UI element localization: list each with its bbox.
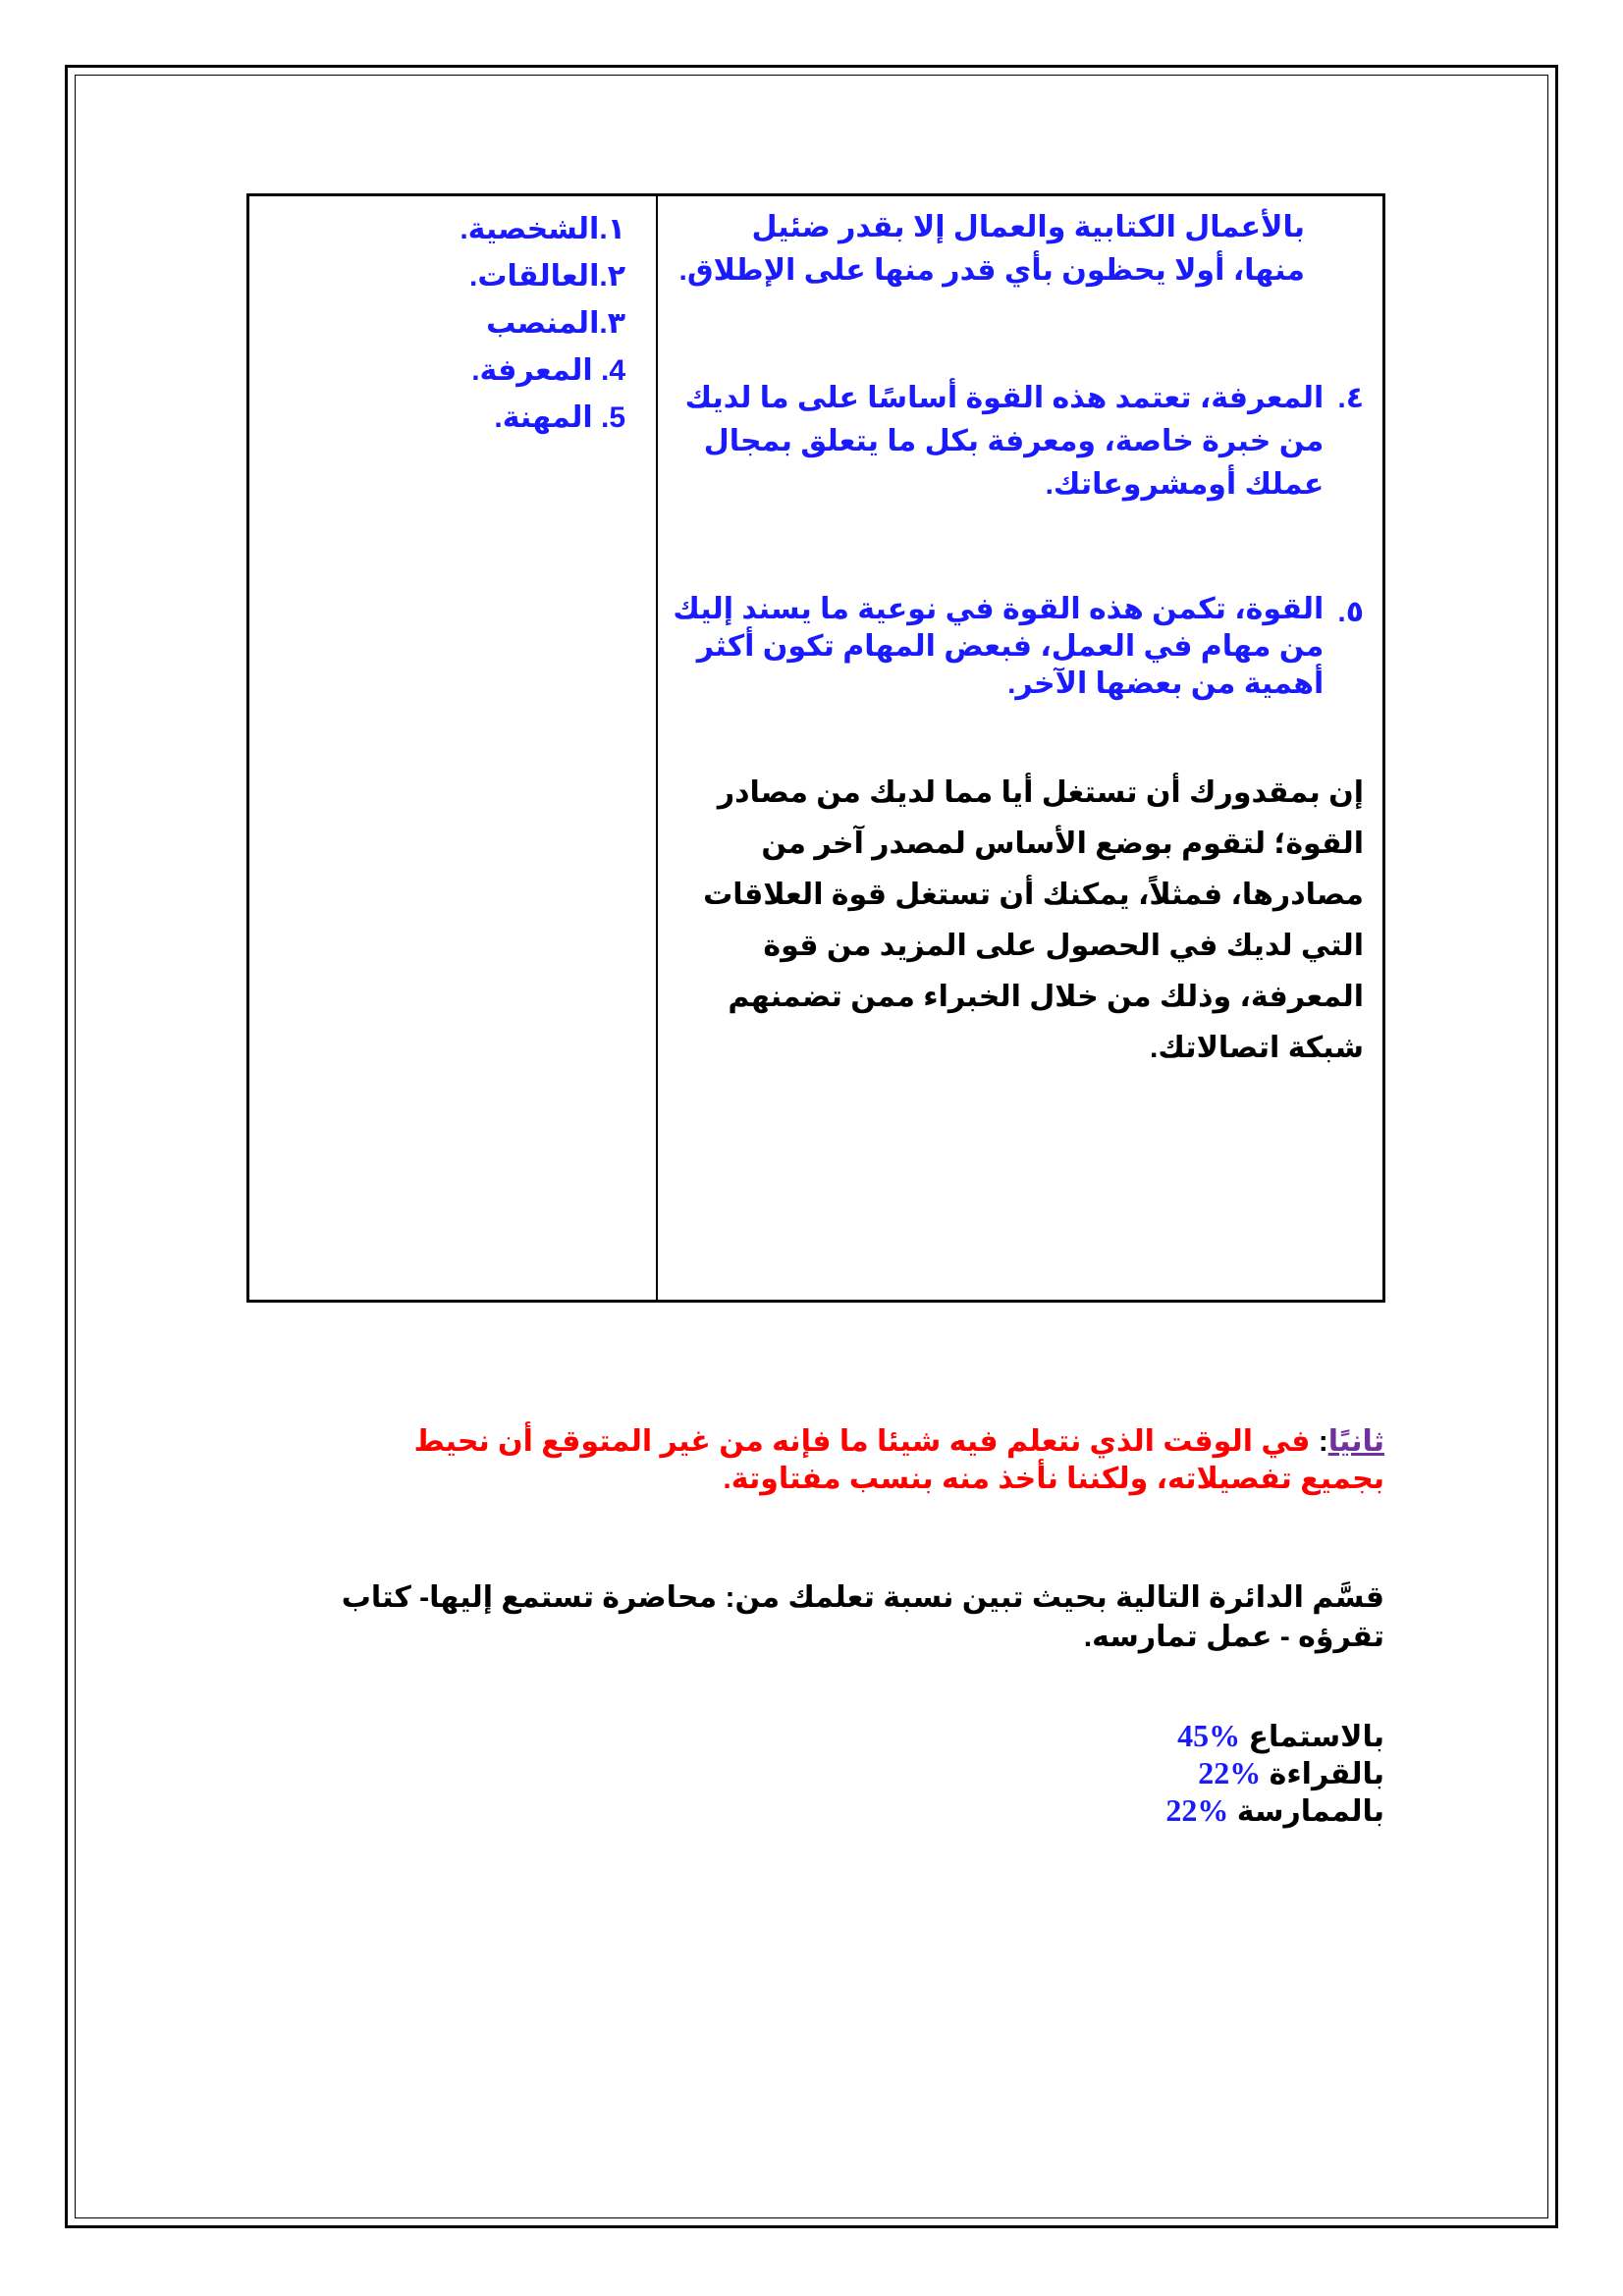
content-table (246, 193, 1385, 1303)
power-sources-list (249, 206, 647, 442)
percentage-row (913, 1792, 1384, 1830)
list-item: 4. المعرفة. (471, 354, 625, 387)
second-section (324, 1423, 1384, 1498)
percentages-block (913, 1718, 1384, 1830)
table-left-cell (249, 206, 647, 442)
instruction-text: قسَّم الدائرة التالية بحيث تبين نسبة تعلمك من: محاضرة تستمع إليها- كتاب تقرؤه - عمل تمارسه. (341, 1581, 1384, 1653)
percentage-row (913, 1718, 1384, 1755)
list-item: ٣.المنصب (486, 307, 625, 340)
percentage-label: بالقراءة (1269, 1758, 1384, 1790)
list-item-4-text: المعرفة، تعتمد هذه القوة أساسًا على ما لديك من خبرة خاصة، ومعرفة بكل ما يتعلق بمجال عملك أومشروعاتك. (684, 382, 1325, 501)
percentage-value: 22% (1165, 1792, 1229, 1828)
second-colon: : (1310, 1425, 1328, 1458)
list-item-5-text: القوة، تكمن هذه القوة في نوعية ما يسند إليك من مهام في العمل، فبعض المهام تكون أكثر أهمية من بعضها الآخر. (673, 593, 1325, 700)
second-label: ثانيًا (1327, 1425, 1384, 1458)
item3-continuation: بالأعمال الكتابية والعمال إلا بقدر ضئيل منها، أولا يحظون بأي قدر منها على الإطلاق. (678, 211, 1305, 287)
percentage-label: بالاستماع (1248, 1721, 1384, 1753)
list-item: ٢.العالقات. (469, 260, 625, 293)
table-paragraph: إن بمقدورك أن تستغل أيا مما لديك من مصادر القوة؛ لتقوم بوضع الأساس لمصدر آخر من مصادرها، فمثلاً، يمكنك أن تستغل قوة العلاقات التي لديك في الحصول على المزيد من قوة المعرفة، وذلك من خلال الخبراء ممن تضمنهم شبكة اتصالاتك. (703, 776, 1364, 1064)
list-item-5-number: ٥. (1337, 596, 1364, 628)
list-item: 5. المهنة. (494, 401, 625, 434)
list-item-4-number: ٤. (1337, 382, 1364, 414)
table-column-divider (656, 196, 658, 1300)
list-item-5 (672, 591, 1364, 703)
table-right-cell (672, 206, 1364, 1074)
percentage-value: 22% (1198, 1755, 1262, 1790)
percentage-value: 45% (1177, 1718, 1241, 1753)
list-item: ١.الشخصية. (460, 213, 625, 245)
percentage-label: بالممارسة (1236, 1795, 1384, 1828)
list-item-4 (672, 377, 1364, 507)
percentage-row (913, 1755, 1384, 1792)
second-text: في الوقت الذي نتعلم فيه شيئا ما فإنه من غير المتوقع أن نحيط بجميع تفصيلاته، ولكننا نأخذ منه بنسب مفتاوتة. (413, 1425, 1384, 1495)
